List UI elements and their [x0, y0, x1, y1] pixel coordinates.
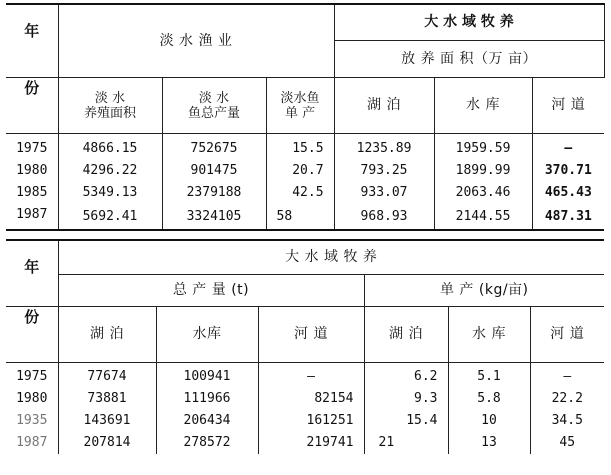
table-row — [6, 432, 604, 454]
river-cell: 487.31 — [532, 203, 604, 230]
freshwater-fishery-header: 淡 水 渔 业 — [58, 4, 334, 78]
reservoir-unit-cell: 5.1 — [448, 362, 530, 388]
year-cell: 1935 — [6, 410, 58, 432]
output-cell: 901475 — [162, 159, 266, 181]
river-total-cell: — — [258, 362, 364, 388]
table-row — [6, 410, 604, 432]
unit-cell: 15.5 — [266, 134, 334, 160]
lake-cell: 968.93 — [334, 203, 434, 230]
col-lake-area: 湖 泊 — [334, 78, 434, 134]
col-freshwater-area-line1: 淡 水 — [94, 90, 126, 106]
stocking-area-header: 放 养 面 积（万 亩） — [334, 41, 604, 78]
river-unit-cell: 45 — [530, 432, 604, 454]
reservoir-cell: 2063.46 — [434, 181, 532, 203]
lake-cell: 793.25 — [334, 159, 434, 181]
col-reservoir-unit: 水 库 — [448, 306, 530, 362]
year-cell: 1975 — [6, 362, 58, 388]
reservoir-total-cell: 100941 — [156, 362, 258, 388]
col-river-total: 河 道 — [258, 306, 364, 362]
year-cell: 1985 — [6, 181, 58, 203]
table-row — [6, 159, 604, 181]
col-river-area: 河 道 — [532, 78, 604, 134]
col-reservoir-area: 水 库 — [434, 78, 532, 134]
area-cell: 5349.13 — [58, 181, 162, 203]
reservoir-unit-cell: 10 — [448, 410, 530, 432]
lake-total-cell: 73881 — [58, 388, 156, 410]
col-lake-unit: 湖 泊 — [364, 306, 448, 362]
reservoir-unit-cell: 13 — [448, 432, 530, 454]
year-header — [6, 4, 58, 78]
year-cell: 1975 — [6, 134, 58, 160]
col-freshwater-area — [58, 78, 162, 134]
lake-unit-cell: 15.4 — [364, 410, 448, 432]
river-total-cell: 161251 — [258, 410, 364, 432]
reservoir-unit-cell: 5.8 — [448, 388, 530, 410]
ranching-output-table — [6, 239, 604, 454]
col-freshwater-unit-line2: 单 产 — [284, 105, 316, 121]
unit-cell: 20.7 — [266, 159, 334, 181]
lake-unit-cell: 9.3 — [364, 388, 448, 410]
area-cell: 4866.15 — [58, 134, 162, 160]
col-freshwater-area-line2: 养殖面积 — [83, 105, 136, 121]
year-header-char-1: 年 — [24, 22, 40, 40]
unit-yield-header: 单 产 (kg/亩) — [364, 274, 604, 306]
unit-cell: 58 — [266, 203, 334, 230]
reservoir-total-cell: 278572 — [156, 432, 258, 454]
output-cell: 752675 — [162, 134, 266, 160]
large-water-ranching-header-bottom: 大 水 域 牧 养 — [58, 240, 604, 274]
lake-unit-cell: 21 — [364, 432, 448, 454]
year-header-lower — [6, 78, 58, 134]
river-unit-cell: — — [530, 362, 604, 388]
reservoir-cell: 1899.99 — [434, 159, 532, 181]
unit-cell: 42.5 — [266, 181, 334, 203]
river-cell: — — [532, 134, 604, 160]
lake-total-cell: 207814 — [58, 432, 156, 454]
col-river-unit: 河 道 — [530, 306, 604, 362]
table-row — [6, 181, 604, 203]
year-header-bottom — [6, 240, 58, 306]
output-cell: 2379188 — [162, 181, 266, 203]
table-row — [6, 362, 604, 388]
year-cell: 1987 — [6, 432, 58, 454]
area-cell: 5692.41 — [58, 203, 162, 230]
table-row — [6, 134, 604, 160]
table-row — [6, 203, 604, 230]
table-row — [6, 388, 604, 410]
col-lake-total: 湖 泊 — [58, 306, 156, 362]
col-freshwater-unit — [266, 78, 334, 134]
river-total-cell: 219741 — [258, 432, 364, 454]
year-header-bottom-char-2: 份 — [24, 307, 40, 326]
year-cell: 1987 — [6, 203, 58, 230]
river-total-cell: 82154 — [258, 388, 364, 410]
lake-total-cell: 77674 — [58, 362, 156, 388]
fishery-table — [6, 3, 605, 231]
total-output-header: 总 产 量 (t) — [58, 274, 364, 306]
col-freshwater-unit-line1: 淡水鱼 — [280, 90, 320, 106]
year-cell: 1980 — [6, 388, 58, 410]
river-cell: 370.71 — [532, 159, 604, 181]
large-water-ranching-header: 大 水 域 牧 养 — [334, 4, 604, 41]
reservoir-cell: 1959.59 — [434, 134, 532, 160]
output-cell: 3324105 — [162, 203, 266, 230]
lake-cell: 1235.89 — [334, 134, 434, 160]
col-reservoir-total: 水库 — [156, 306, 258, 362]
river-cell: 465.43 — [532, 181, 604, 203]
river-unit-cell: 22.2 — [530, 388, 604, 410]
year-header-bottom-char-1: 年 — [24, 258, 40, 276]
reservoir-total-cell: 111966 — [156, 388, 258, 410]
lake-total-cell: 143691 — [58, 410, 156, 432]
reservoir-cell: 2144.55 — [434, 203, 532, 230]
col-freshwater-output-line2: 鱼总产量 — [187, 105, 240, 121]
area-cell: 4296.22 — [58, 159, 162, 181]
year-cell: 1980 — [6, 159, 58, 181]
reservoir-total-cell: 206434 — [156, 410, 258, 432]
col-freshwater-output — [162, 78, 266, 134]
lake-unit-cell: 6.2 — [364, 362, 448, 388]
lake-cell: 933.07 — [334, 181, 434, 203]
year-header-char-2: 份 — [24, 79, 40, 97]
col-freshwater-output-line1: 淡 水 — [198, 90, 230, 106]
river-unit-cell: 34.5 — [530, 410, 604, 432]
year-header-bottom-lower — [6, 306, 58, 362]
